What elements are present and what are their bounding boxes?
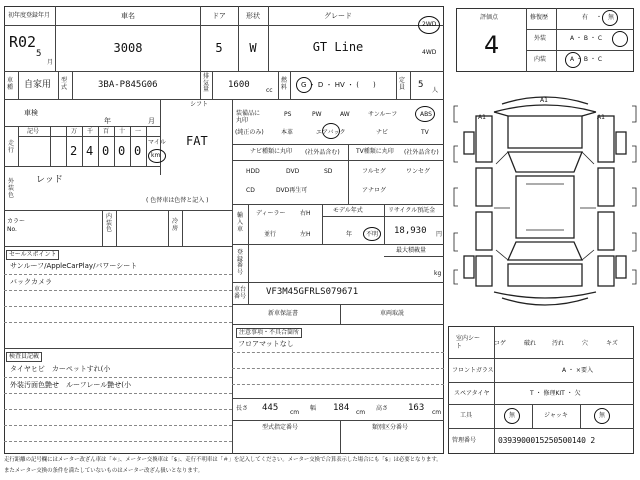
shape-value: W bbox=[249, 41, 257, 55]
seat-hole: 穴 bbox=[582, 340, 589, 347]
inspection-label: 車検 bbox=[24, 109, 38, 117]
seat-scratch: キズ bbox=[606, 340, 618, 347]
cold-label: 冷房 bbox=[172, 218, 179, 233]
repair-no: 無 bbox=[608, 14, 615, 21]
type-label: 型式 bbox=[61, 77, 68, 92]
capacity-value: 5 bbox=[418, 80, 424, 90]
reg-no-label: 登録番号 bbox=[237, 249, 244, 276]
diagram-a1-left: A1 bbox=[478, 114, 486, 121]
import-right: 右H bbox=[300, 210, 311, 217]
tv-sub: (社外品含む) bbox=[404, 149, 439, 156]
recycle-yen: 円 bbox=[436, 231, 443, 238]
class-number-label: 類別区分番号 bbox=[372, 424, 409, 431]
exterior-label: 外装 bbox=[534, 35, 547, 42]
equipment-sunroof: サンルーフ bbox=[368, 111, 398, 118]
height-cm: cm bbox=[432, 409, 442, 416]
jack-label: ジャッキ bbox=[544, 412, 568, 419]
jack-value: 無 bbox=[599, 412, 606, 419]
color-no-label: カラーNo. bbox=[7, 218, 26, 234]
notes-label: 注意事項・不具合箇所 bbox=[236, 328, 302, 338]
navi-sd: SD bbox=[324, 168, 333, 175]
drive-4wd: 4WD bbox=[422, 49, 437, 56]
fuel-label: 燃料 bbox=[281, 77, 288, 92]
tv-analog: アナログ bbox=[362, 187, 387, 194]
spare-options: T ・ 修理KIT ・ 欠 bbox=[530, 390, 581, 397]
jack-circle bbox=[594, 408, 610, 424]
capacity-label: 定員 bbox=[399, 77, 406, 92]
mileage-digit-3: 0 bbox=[118, 144, 126, 158]
import-parallel: 並行 bbox=[264, 231, 277, 238]
sales-point-line1: サンルーフ/AppleCarPlay/パワーシート bbox=[10, 262, 138, 270]
sales-point-line2: バックカメラ bbox=[10, 278, 52, 286]
length-label: 長さ bbox=[236, 405, 249, 412]
tv-label: TV種類に丸印 bbox=[356, 148, 394, 155]
month-unit: 月 bbox=[47, 59, 54, 66]
inspection-month: 月 bbox=[148, 117, 155, 125]
max-load-label: 最大積載量 bbox=[396, 247, 427, 254]
glass-options: A ・ ×要入 bbox=[562, 367, 593, 374]
glass-label: フロントガラス bbox=[452, 367, 494, 374]
navi-label: ナビ種類に丸印 bbox=[250, 148, 293, 155]
mileage-km: km bbox=[151, 152, 161, 159]
import-left: 左H bbox=[300, 231, 311, 238]
score-label: 評価点 bbox=[480, 14, 499, 21]
model-year-label: モデル年式 bbox=[333, 207, 363, 214]
shift-label: シフト bbox=[190, 101, 209, 108]
mileage-ten-thousand: 万 bbox=[71, 128, 78, 135]
fuel-options: G ・ D ・ HV ・ ( ) bbox=[301, 81, 376, 89]
equipment-label: 装備品に丸印 bbox=[236, 110, 261, 125]
mileage-digit-1: 4 bbox=[86, 144, 94, 158]
equipment-navi: ナビ bbox=[376, 129, 389, 136]
mileage-unit-label: 記号 bbox=[27, 128, 40, 135]
chassis-label: 車台番号 bbox=[234, 286, 247, 301]
airbag-circle bbox=[322, 123, 340, 139]
mileage-label: 走行 bbox=[8, 140, 15, 155]
unknown-circle bbox=[363, 227, 381, 241]
width-value: 184 bbox=[333, 403, 350, 413]
type-designation-label: 型式指定番号 bbox=[262, 424, 299, 431]
tools-circle bbox=[504, 408, 520, 424]
repair-label: 修復歴 bbox=[530, 14, 549, 21]
abs-circle bbox=[415, 106, 435, 122]
exterior-c-circle bbox=[612, 31, 628, 47]
navi-dvd: DVD bbox=[286, 168, 300, 175]
height-label: 高さ bbox=[376, 405, 389, 412]
navi-sub: (社外品含む) bbox=[305, 149, 340, 156]
equipment-aw: AW bbox=[340, 111, 350, 118]
chassis-value: VF3M45GFRLS079671 bbox=[266, 287, 359, 297]
footer-line1: 走行距離の記号欄にはメーター改ざん車は「＊」、メーター交換車は「$」、走行不明車は「＃」を記入してください。メーター交換で合算表示した場合にも「$」は必要となります。 bbox=[4, 457, 442, 463]
exterior-options: A ・ B ・ C bbox=[570, 35, 603, 42]
displacement-value: 1600 bbox=[228, 80, 250, 90]
diagram-a1-right: A1 bbox=[597, 114, 605, 121]
equipment-airbag: エアバック bbox=[316, 129, 346, 136]
recycle-value: 18,930 bbox=[394, 226, 427, 236]
mileage-digit-2: 0 bbox=[102, 144, 110, 158]
fuel-circle bbox=[296, 77, 312, 93]
model-year-unit: 年 bbox=[346, 231, 353, 238]
shape-label: 形状 bbox=[246, 12, 260, 20]
repair-dot: ・ bbox=[596, 14, 603, 21]
tools-label: 工具 bbox=[460, 412, 473, 419]
notes-line1: フロアマットなし bbox=[238, 340, 294, 348]
length-value: 445 bbox=[262, 403, 279, 413]
mgmt-label: 管理番号 bbox=[452, 437, 477, 444]
inspector-label: 検査員記載 bbox=[6, 352, 42, 362]
length-cm: cm bbox=[290, 409, 300, 416]
tools-value: 無 bbox=[509, 412, 516, 419]
inspector-line1: タイヤヒビ カーペットすれ(小 bbox=[10, 365, 111, 373]
grade-value: GT Line bbox=[312, 40, 364, 54]
shift-value: FAT bbox=[186, 134, 208, 148]
reg-year: R02 bbox=[9, 33, 37, 51]
tv-oneseg: ワンセグ bbox=[406, 168, 431, 175]
color-note: ( 色替車は色替と記入 ) bbox=[146, 197, 209, 204]
navi-cd: CD bbox=[246, 187, 255, 194]
color-value: レッド bbox=[36, 175, 63, 185]
interior-color-label: 内装色 bbox=[106, 213, 113, 234]
sales-point-label: セールスポイント bbox=[6, 250, 59, 260]
equipment-tv: TV bbox=[421, 129, 429, 136]
inspection-year: 年 bbox=[104, 117, 111, 125]
capacity-unit: 人 bbox=[432, 87, 439, 94]
seat-label: 室内シート bbox=[456, 335, 481, 350]
mileage-ten: 十 bbox=[119, 128, 126, 135]
footer-line2: またメーター交換の条件を満たしていないものはメーター改ざん扱いとなります。 bbox=[4, 468, 204, 474]
grade-label: グレード bbox=[324, 12, 352, 20]
repair-no-circle bbox=[602, 10, 618, 26]
width-label: 幅 bbox=[310, 405, 317, 412]
mileage-digit-0: 2 bbox=[70, 144, 78, 158]
max-load-kg: kg bbox=[434, 270, 442, 277]
warranty-label: 新車保証書 bbox=[268, 310, 299, 317]
type-value: 3BA-P845G06 bbox=[98, 80, 158, 90]
import-dealer: ディーラー bbox=[256, 210, 286, 217]
seat-dirt: 汚れ bbox=[552, 340, 565, 347]
reg-month: 5 bbox=[36, 49, 42, 59]
model-label: 車名 bbox=[121, 12, 135, 20]
manual-label: 車両取説 bbox=[380, 310, 405, 317]
equipment-sub: (純正のみ) bbox=[235, 129, 264, 136]
interior-label: 内装 bbox=[534, 56, 547, 63]
diagram-a1-front: A1 bbox=[540, 97, 548, 104]
mileage-digit-4: 0 bbox=[134, 144, 142, 158]
color-label: 外装色 bbox=[8, 178, 15, 200]
reg-year-label: 初年度登録年月 bbox=[8, 12, 51, 19]
equipment-ps: PS bbox=[284, 111, 292, 118]
vehicle-label: 車種 bbox=[7, 77, 14, 92]
width-cm: cm bbox=[356, 409, 366, 416]
seat-tear: 破れ bbox=[524, 340, 537, 347]
equipment-leather: 本革 bbox=[281, 129, 294, 136]
equipment-abs: ABS bbox=[420, 111, 432, 118]
repair-yes: 有 bbox=[582, 14, 589, 21]
navi-hdd: HDD bbox=[246, 168, 260, 175]
score-value: 4 bbox=[484, 31, 500, 59]
interior-a-circle bbox=[565, 52, 581, 68]
car-damage-diagram bbox=[450, 88, 640, 318]
interior-options: A ・ B ・ C bbox=[570, 56, 603, 63]
height-value: 163 bbox=[408, 403, 425, 413]
doors-label: ドア bbox=[212, 12, 226, 20]
displacement-label: 排気量 bbox=[203, 73, 210, 94]
recycle-label: リサイクル預託金 bbox=[388, 207, 436, 214]
cc-unit: cc bbox=[266, 87, 273, 94]
vehicle-value: 自家用 bbox=[24, 80, 52, 90]
mileage-thousand: 千 bbox=[87, 128, 94, 135]
drive-2wd: 2WD bbox=[422, 21, 437, 28]
tv-fullseg: フルセグ bbox=[362, 168, 386, 175]
inspector-line2: 外装汚面色艶せ ルーフレール艶せ(小 bbox=[10, 381, 131, 389]
model-year-unknown: 不明 bbox=[366, 231, 379, 238]
seat-burn: コゲ bbox=[494, 340, 507, 347]
navi-dvd-play: DVD再生可 bbox=[276, 187, 308, 194]
model-value: 3008 bbox=[113, 41, 143, 55]
import-label: 輸入車 bbox=[237, 212, 244, 234]
mileage-one: 一 bbox=[135, 128, 142, 135]
spare-label: スペアタイヤ bbox=[454, 390, 490, 397]
mileage-mile: マイル bbox=[148, 139, 166, 146]
mgmt-value: 0393900015250500140 2 bbox=[498, 436, 595, 445]
mileage-hundred: 百 bbox=[103, 128, 110, 135]
equipment-pw: PW bbox=[312, 111, 322, 118]
doors-value: 5 bbox=[215, 41, 223, 55]
